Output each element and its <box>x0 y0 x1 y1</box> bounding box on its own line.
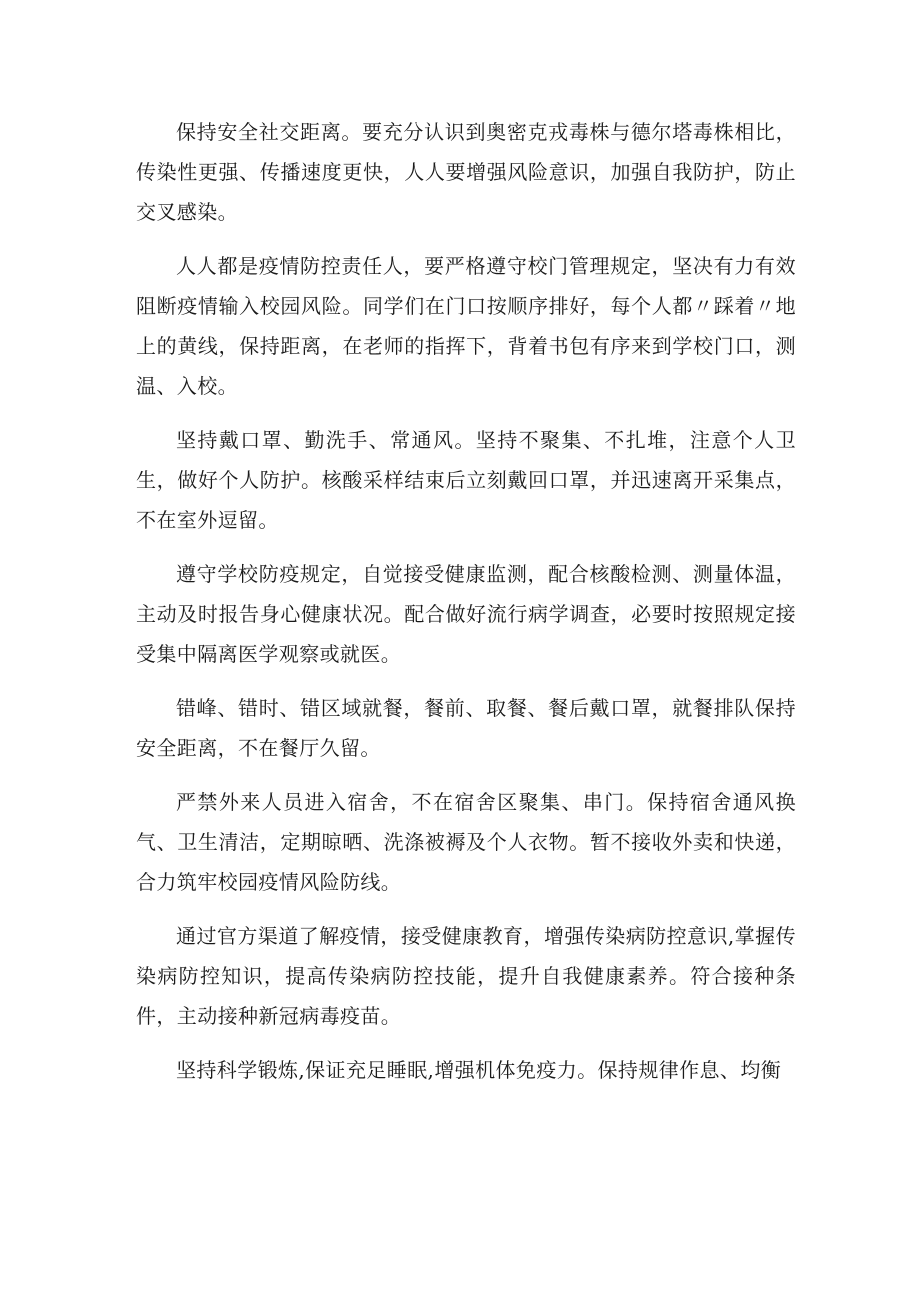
paragraph-social-distance: 保持安全社交距离。要充分认识到奥密克戎毒株与德尔塔毒株相比，传染性更强、传播速度更快，人人要增强风险意识，加强自我防护，防止交叉感染。 <box>136 120 796 224</box>
paragraph-dormitory: 严禁外来人员进入宿舍，不在宿舍区聚集、串门。保持宿舍通风换气、卫生清洁，定期晾晒、洗涤被褥及个人衣物。暂不接收外卖和快递，合力筑牢校园疫情风险防线。 <box>136 790 796 894</box>
paragraph-school-gate: 人人都是疫情防控责任人，要严格遵守校门管理规定，坚决有力有效阻断疫情输入校园风险。同学们在门口按顺序排好，每个人都〃踩着〃地上的黄线，保持距离，在老师的指挥下，背着书包有序来到学校门口，测温、入校。 <box>136 254 796 398</box>
paragraph-dining: 错峰、错时、错区域就餐，餐前、取餐、餐后戴口罩，就餐排队保持安全距离，不在餐厅久留。 <box>136 696 796 760</box>
document-body <box>136 112 796 1104</box>
paragraph-health-education: 通过官方渠道了解疫情，接受健康教育，增强传染病防控意识,掌握传染病防控知识，提高传染病防控技能，提升自我健康素养。符合接种条件，主动接种新冠病毒疫苗。 <box>136 924 796 1028</box>
paragraph-health-monitoring: 遵守学校防疫规定，自觉接受健康监测，配合核酸检测、测量体温，主动及时报告身心健康状况。配合做好流行病学调查，必要时按照规定接受集中隔离医学观察或就医。 <box>136 562 796 666</box>
paragraph-exercise: 坚持科学锻炼,保证充足睡眠,增强机体免疫力。保持规律作息、均衡 <box>176 1058 782 1082</box>
paragraph-masks-hygiene: 坚持戴口罩、勤洗手、常通风。坚持不聚集、不扎堆，注意个人卫生，做好个人防护。核酸采样结束后立刻戴回口罩，并迅速离开采集点，不在室外逗留。 <box>136 428 796 532</box>
